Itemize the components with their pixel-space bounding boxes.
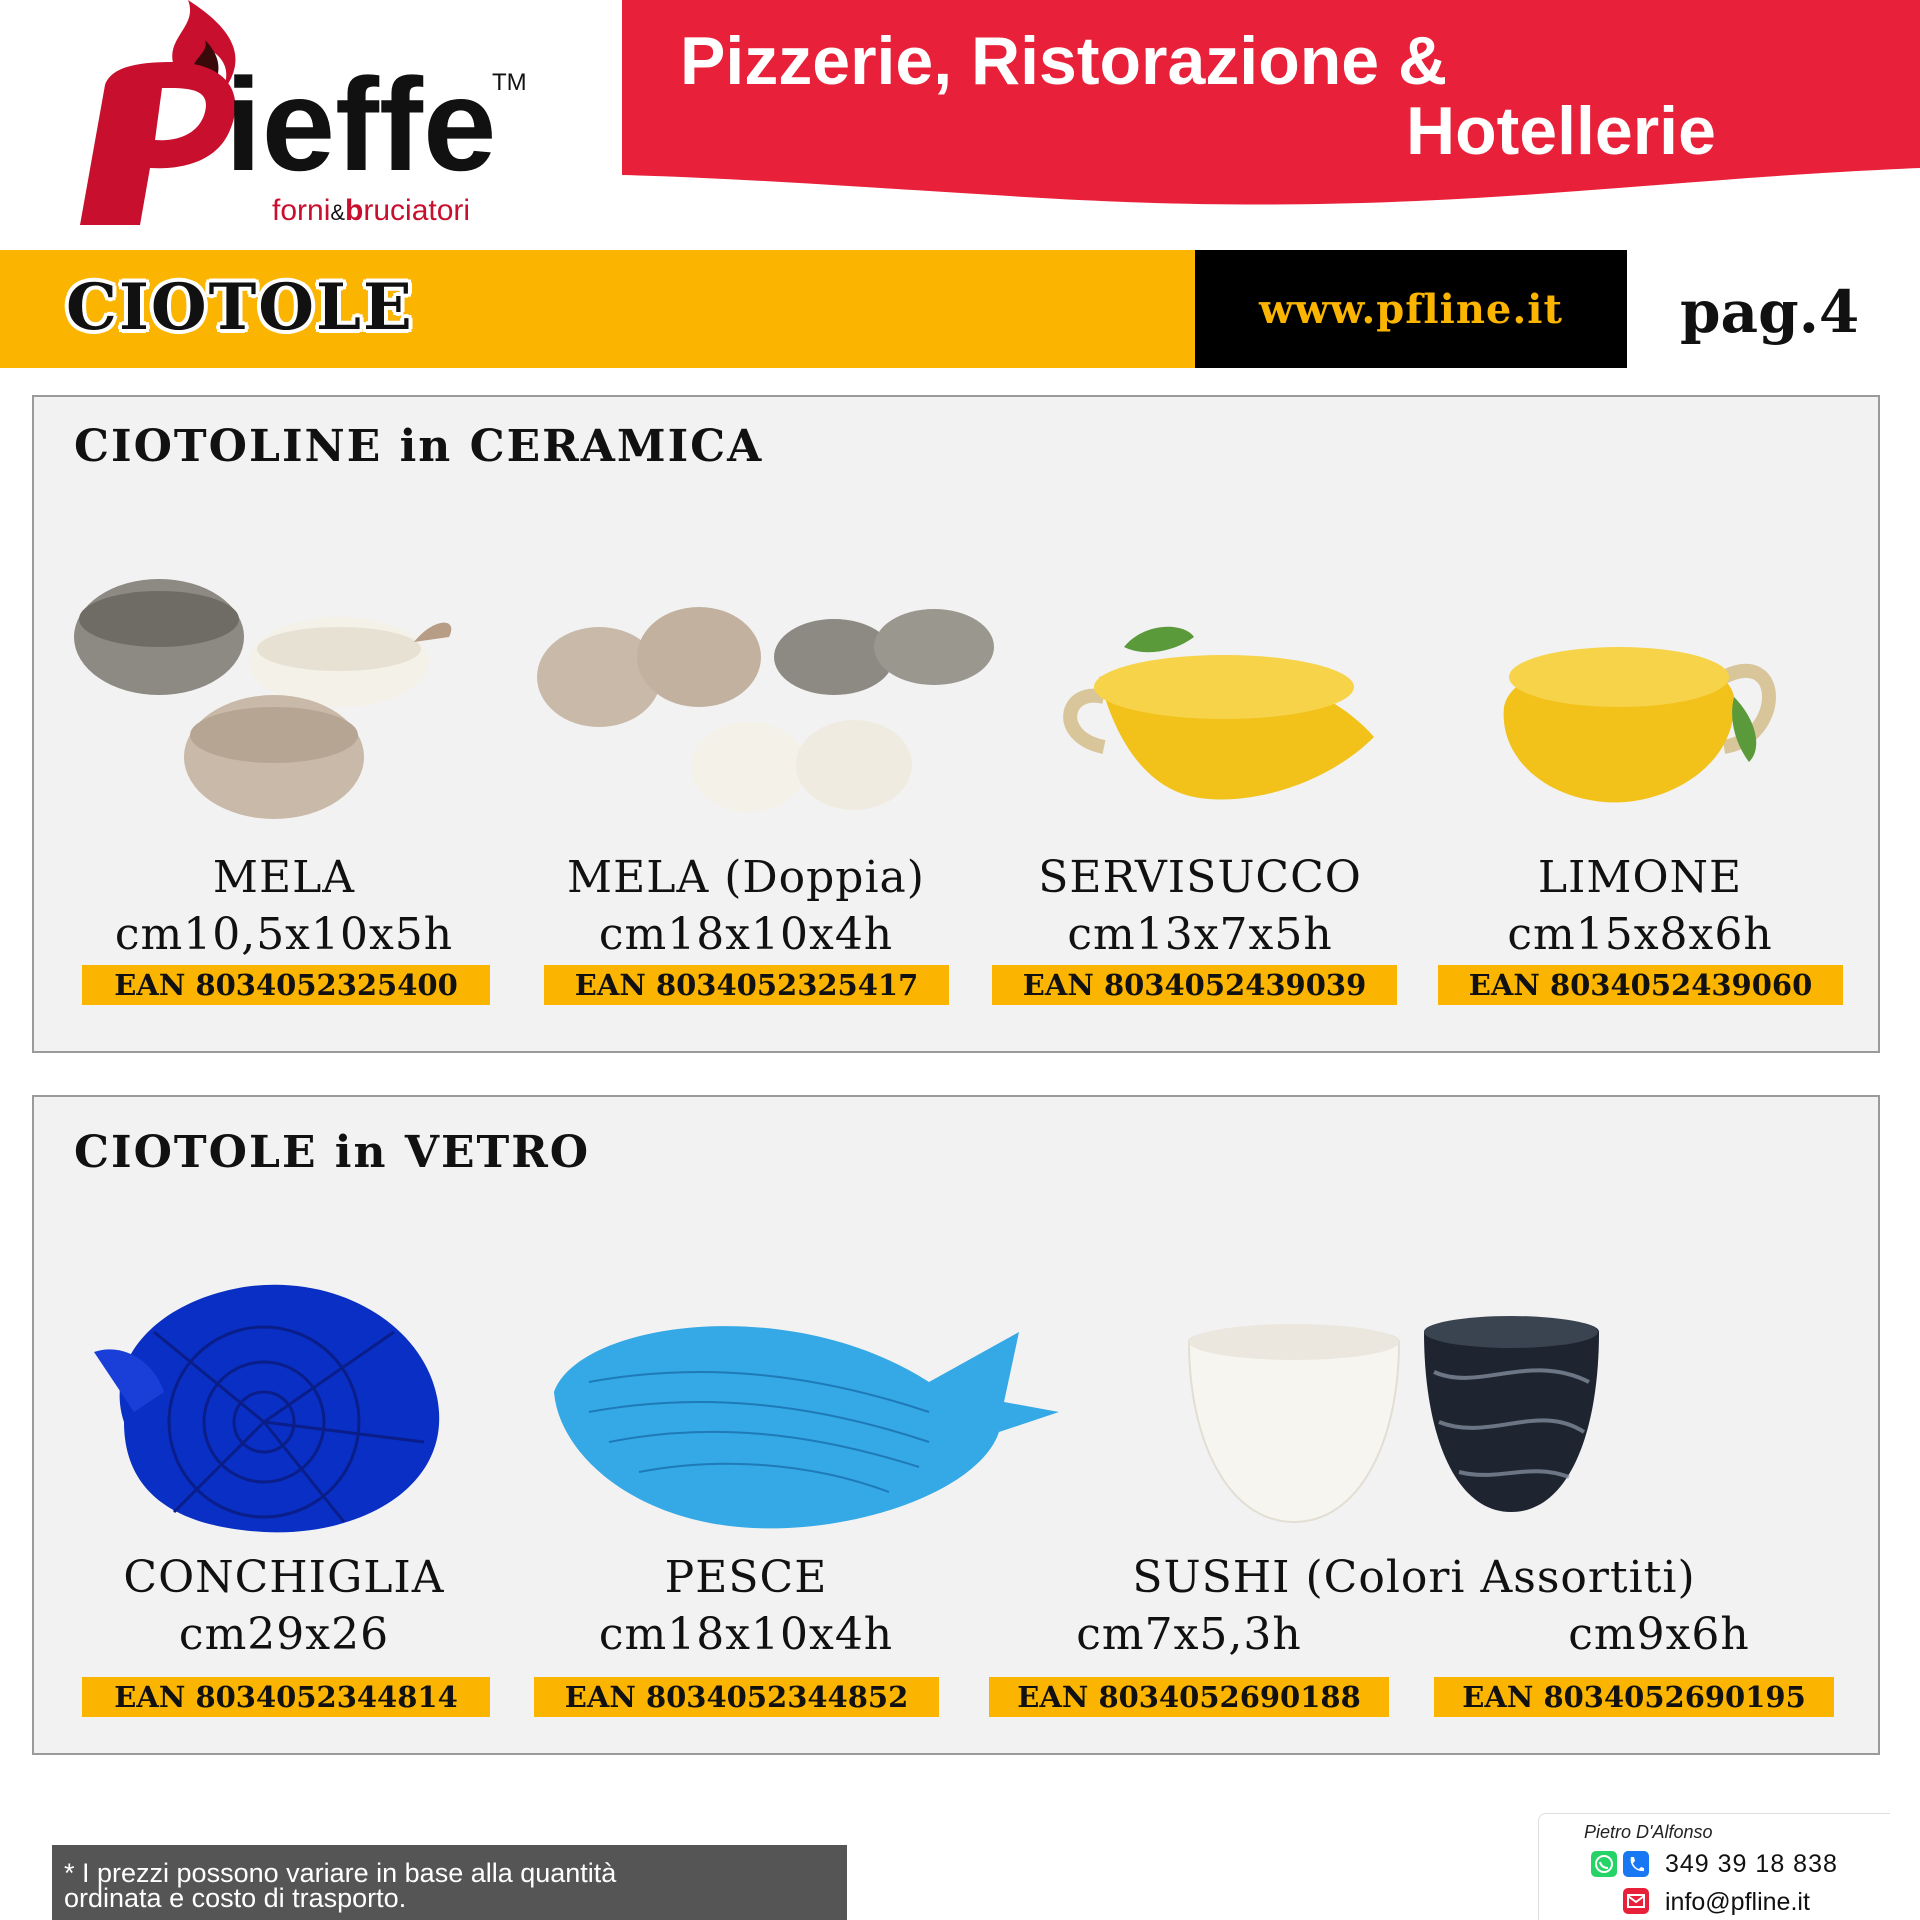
logo-trademark: TM xyxy=(492,69,527,96)
product-size: cm13x7x5h xyxy=(1067,909,1333,960)
double-apple-bowls-image xyxy=(534,597,1024,827)
product-ean: EAN 8034052344852 xyxy=(534,1677,939,1717)
vetro-panel xyxy=(32,1095,1880,1755)
website-link[interactable]: www.pfline.it xyxy=(1195,250,1627,368)
page-number: pag.4 xyxy=(1680,278,1860,346)
product-name: PESCE xyxy=(664,1552,828,1603)
ceramica-title: CIOTOLINE in CERAMICA xyxy=(74,421,764,472)
product-ean-large: EAN 8034052690195 xyxy=(1434,1677,1834,1717)
product-name: CONCHIGLIA xyxy=(123,1552,445,1603)
lemon-bowl-image xyxy=(1484,617,1814,817)
product-ean: EAN 8034052439039 xyxy=(992,965,1397,1005)
contact-name: Pietro D'Alfonso xyxy=(1584,1822,1713,1842)
product-size: cm18x10x4h xyxy=(598,909,894,960)
product-ean: EAN 8034052344814 xyxy=(82,1677,490,1717)
header-title-line2: Hotellerie xyxy=(1406,93,1716,169)
product-size: cm10,5x10x5h xyxy=(114,909,454,960)
pieffe-logo-graphic xyxy=(60,0,560,240)
header-band xyxy=(622,0,1920,210)
product-name: MELA xyxy=(212,852,356,903)
phone-icon xyxy=(1623,1851,1649,1877)
product-size: cm18x10x4h xyxy=(598,1609,894,1660)
contact-email[interactable]: info@pfline.it xyxy=(1665,1888,1810,1916)
product-size: cm15x8x6h xyxy=(1507,909,1773,960)
product-ean-small: EAN 8034052690188 xyxy=(989,1677,1389,1717)
logo-wordmark: ieffe xyxy=(225,51,497,198)
product-name: SUSHI (Colori Assortiti) xyxy=(1132,1552,1696,1603)
blue-fish-bowl-image xyxy=(549,1302,1069,1532)
whatsapp-icon xyxy=(1591,1851,1617,1877)
header-title-line1: Pizzerie, Ristorazione & xyxy=(680,23,1448,99)
disclaimer-line1: * I prezzi possono variare in base alla quantità xyxy=(64,1858,617,1888)
blue-shell-bowl-image xyxy=(94,1272,454,1542)
disclaimer-line2: ordinata e costo di trasporto. xyxy=(64,1883,407,1913)
product-name: MELA (Doppia) xyxy=(567,852,925,903)
logo-tagline: forni&bruciatori xyxy=(272,194,471,227)
apple-bowls-image xyxy=(64,557,494,837)
contact-card xyxy=(1538,1813,1890,1920)
contact-phone[interactable]: 349 39 18 838 xyxy=(1665,1850,1838,1878)
sushi-bowls-image xyxy=(1179,1302,1609,1532)
product-ean: EAN 8034052439060 xyxy=(1438,965,1843,1005)
price-disclaimer xyxy=(52,1845,847,1920)
email-icon xyxy=(1623,1888,1649,1914)
pieffe-logo xyxy=(60,0,560,240)
lemon-juicer-bowl-image xyxy=(1044,617,1394,817)
ceramica-panel xyxy=(32,395,1880,1053)
product-name: SERVISUCCO xyxy=(1038,852,1362,903)
product-size-large: cm9x6h xyxy=(1568,1609,1750,1660)
product-size-small: cm7x5,3h xyxy=(1076,1609,1302,1660)
product-size: cm29x26 xyxy=(178,1609,390,1660)
product-ean: EAN 8034052325417 xyxy=(544,965,949,1005)
section-title: CIOTOLE xyxy=(66,270,414,345)
vetro-title: CIOTOLE in VETRO xyxy=(74,1127,591,1178)
product-name: LIMONE xyxy=(1537,852,1743,903)
product-ean: EAN 8034052325400 xyxy=(82,965,490,1005)
